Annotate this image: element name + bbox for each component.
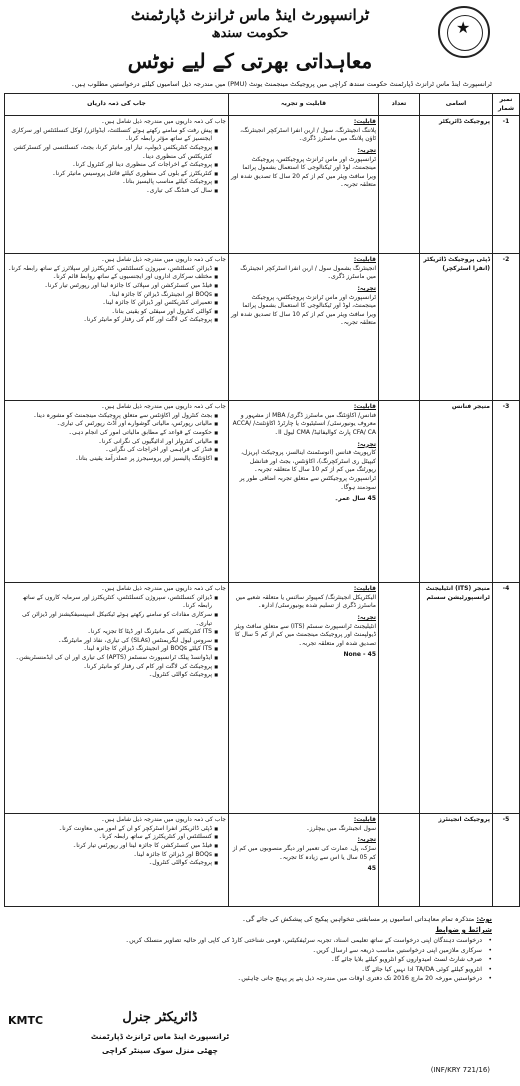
table-row (5, 401, 520, 583)
experience-text: انٹیلیجنٹ ٹرانسپورٹ سسٹم (ITS) سے متعلق سافٹ ویئر ڈیولپمنٹ اور پروجیکٹ مینجمنٹ میں کم از کم 5 سال کا تصدیق شدہ اور متعلقہ تجربہ۔ (234, 622, 376, 647)
term-item: • صرف شارٹ لسٹ امیدواروں کو انٹرویو کیلئے بلایا جائے گا۔ (6, 955, 492, 965)
duties-list (7, 412, 226, 464)
duty-item: ■ پروجیکٹ کوالٹی کنٹرول۔ (7, 859, 218, 868)
intro-text: ٹرانسپورٹ اینڈ ماس ٹرانزٹ ڈپارٹمنٹ حکومت سندھ کراچی میں پروجیکٹ مینجمنٹ یونٹ (PMU) میں مندرجہ ذیل اسامیوں کیلئے درخواستیں مطلوب ہیں۔ (70, 80, 492, 88)
qualification-text: فنانس/ اکاؤنٹنگ میں ماسٹرز ڈگری/ MBA از مشہور و معروف یونیورسٹی/ انسٹیٹیوٹ یا چارٹرڈ اکاؤنٹنٹ/ ACCA/ CFA/ CA پارٹ کوالیفائیڈ/ CMA لیول II۔ (232, 411, 376, 436)
note (6, 915, 492, 923)
vacancy-table (4, 93, 520, 907)
duty-item: ■ مالیاتی رپورٹس، مالیاتی گوشوارے اور آڈٹ رپورٹس کی تیاری۔ (7, 420, 218, 429)
qualification-text: پلاننگ انجینئرنگ، سول / اربن انفرا اسٹرکچر انجینئرنگ، ٹاؤن پلاننگ میں ماسٹرز ڈگری۔ (240, 126, 376, 143)
row-serial: 1- (493, 116, 520, 254)
row-duties (5, 254, 229, 401)
duties-list (7, 265, 226, 325)
experience-text: ٹرانسپورٹ اور ماس ٹرانزٹ پروجیکٹس، پروجیکٹ مینجمنٹ، لوڈ اور ٹیکنالوجی کا استعمال بشمول پرائما ویرا سافٹ ویئر میں کم از کم 20 سال کا تصدیق شدہ اور متعلقہ تجربہ۔ (231, 155, 376, 189)
duty-item: ■ تعمیراتی کنٹریکٹس اور ڈیزائن کا جائزہ لینا۔ (7, 299, 218, 308)
qualification-text: انجینئرنگ بشمول سول / اربن انفرا اسٹرکچر انجینئرنگ میں ماسٹرز ڈگری۔ (240, 264, 376, 281)
duty-item: ■ ڈپٹی ڈائریکٹر انفرا اسٹرکچر کو ان کے امور میں معاونت کرنا۔ (7, 825, 218, 834)
duty-item: ■ ڈیزائن کنسلٹنٹس، سپروژن کنسلٹنٹس، کنٹریکٹرز اور سرمایہ کاروں کے ساتھ رابطہ کرنا۔ (7, 594, 218, 611)
row-post: منیجر فنانس (420, 401, 493, 583)
duty-item: ■ کنٹریکٹرز کے بلوں کی منظوری کیلئے فائنل پروسیس مانیٹر کرنا۔ (7, 170, 218, 179)
qualification-label: قابلیت: (353, 403, 376, 411)
table-row (5, 814, 520, 907)
duty-item: ■ مالیاتی کنٹرولز اور ادائیگیوں کی نگرانی کرنا۔ (7, 438, 218, 447)
duty-item: ■ ایڈوانسڈ پبلک ٹرانسپورٹ سسٹمز (APTS) کی تیاری اور ان کی ایڈمنسٹریشن۔ (7, 654, 218, 663)
header-count: تعداد (379, 94, 420, 116)
term-item: • درخواست دہندگان اپنی درخواست کے ساتھ تعلیمی اسناد، تجربہ سرٹیفکیٹس، قومی شناختی کارڈ کی کاپی اور حالیہ تصاویر منسلک کریں۔ (6, 936, 492, 946)
address-line-1: ٹرانسپورٹ اینڈ ماس ٹرانزٹ ڈپارٹمنٹ (90, 1032, 230, 1041)
row-qualification (229, 254, 379, 401)
reference-number: (INF/KRY 721/16) (430, 1066, 490, 1074)
row-count (379, 814, 420, 907)
duty-item: ■ پروجیکٹ کیلئے مناسب پالیسیز بنانا۔ (7, 178, 218, 187)
duty-item: ■ بجٹ کنٹرول اور اکاؤنٹس سے متعلق پروجیکٹ مینجمنٹ کو مشورہ دینا۔ (7, 412, 218, 421)
terms-list (6, 936, 492, 984)
duty-item: ■ BOQs اور انجینئرنگ ڈیزائن کا جائزہ لینا۔ (7, 291, 218, 300)
header (0, 0, 498, 92)
term-item: • انٹرویو کیلئے کوئی TA/DA ادا نہیں کیا جائے گا۔ (6, 965, 492, 975)
sindh-government-logo-icon: ★ (438, 6, 490, 58)
duty-item: ■ سرکاری مفادات کو سامنے رکھتے ہوئے ٹیکنیکل اسپیسیفکیشنز اور ڈیزائن کی تیاری۔ (7, 611, 218, 628)
row-post: ڈپٹی پروجیکٹ ڈائریکٹر (انفرا اسٹرکچر) (420, 254, 493, 401)
signer-title: ڈائریکٹر جنرل (122, 1010, 198, 1025)
duties-intro: جاب کی ذمہ داریوں میں مندرجہ ذیل شامل ہیں۔ (101, 118, 226, 126)
department-title: ٹرانسپورٹ اینڈ ماس ٹرانزٹ ڈپارٹمنٹ (130, 6, 370, 24)
row-serial: 4- (493, 583, 520, 814)
table-row (5, 583, 520, 814)
row-count (379, 116, 420, 254)
term-item: • سرکاری ملازمین اپنی درخواستیں مناسب ذریعہ سے ارسال کریں۔ (6, 946, 492, 956)
experience-label: تجربہ: (357, 284, 376, 292)
experience-label: تجربہ: (357, 440, 376, 448)
duty-item: ■ فیلڈ میں کنسٹرکشن اور سپلائی کا جائزہ لینا اور رپورٹس تیار کرنا۔ (7, 282, 218, 291)
duties-list (7, 825, 226, 868)
duty-item: ■ پروجیکٹ کی لاگت اور کام کی رفتار کو مانیٹر کرنا۔ (7, 663, 218, 672)
duties-intro: جاب کی ذمہ داریوں میں مندرجہ ذیل شامل ہیں۔ (101, 816, 226, 824)
duty-item: ■ پروجیکٹ کی لاگت اور کام کی رفتار کو مانیٹر کرنا۔ (7, 316, 218, 325)
duty-item: ■ ڈیزائن کنسلٹنٹس، سپروژن کنسلٹنٹس، کنٹریکٹرز اور سپلائرز کے ساتھ رابطہ کرنا۔ (7, 265, 218, 274)
experience-text: سڑک، پل، عمارت کی تعمیر اور دیگر منصوبوں میں کم از کم 05 سال یا اس سے زیادہ کا تجربہ۔ (232, 844, 376, 861)
experience-label: تجربہ: (357, 613, 376, 621)
duties-list (7, 127, 226, 196)
notice-banner: معاہداتی بھرتی کے لیے نوٹس (127, 49, 373, 73)
duty-item: ■ پیش رفت کو سامنے رکھتے ہوئے کنسلٹنٹ، ایڈوائزر/ لوکل کنسلٹنٹس اور سرکاری ایجنسیز کے ساتھ مؤثر رابطہ کرنا۔ (7, 127, 218, 144)
row-post: منیجر (ITS) انٹیلیجنٹ ٹرانسپورٹیشن سسٹم (420, 583, 493, 814)
table-header-row (5, 94, 520, 116)
duty-item: ■ ITS کنٹریکٹس کی مانیٹرنگ اور ڈیٹا کا تجزیہ کرنا۔ (7, 628, 218, 637)
terms-title: شرائط و ضوابط (435, 926, 492, 934)
row-post: پروجیکٹ ڈائریکٹر (420, 116, 493, 254)
table-row (5, 254, 520, 401)
qualification-label: قابلیت: (353, 256, 376, 264)
row-serial: 2- (493, 254, 520, 401)
row-qualification (229, 583, 379, 814)
note-text: متذکرہ تمام معاہداتی اسامیوں پر مسابقتی تنخواہیں پیکیج کی پیشکش کی جائے گی۔ (241, 915, 475, 923)
experience-label: تجربہ: (357, 146, 376, 154)
note-label: نوٹ: (476, 915, 492, 923)
duty-item: ■ سروس لیول ایگریمنٹس (SLAs) کی تیاری، نفاذ اور مانیٹرنگ۔ (7, 637, 218, 646)
row-duties (5, 583, 229, 814)
age-text: 45 (367, 865, 376, 873)
qualification-label: قابلیت: (353, 816, 376, 824)
duties-intro: جاب کی ذمہ داریوں میں مندرجہ ذیل شامل ہیں۔ (101, 585, 226, 593)
age-text: 45 سال عمر۔ (334, 495, 376, 503)
duties-list (7, 594, 226, 680)
experience-text: ٹرانسپورٹ اور ماس ٹرانزٹ پروجیکٹس، پروجیکٹ مینجمنٹ، لوڈ اور ٹیکنالوجی کا استعمال بشمول پرائما ویرا سافٹ ویئر میں کم از کم 10 سال کا تصدیق شدہ اور متعلقہ تجربہ۔ (231, 293, 376, 327)
duty-item: ■ اکاؤنٹنگ پالیسیز اور پروسیجرز پر عملدرآمد یقینی بنانا۔ (7, 455, 218, 464)
header-serial: نمبر شمار (493, 94, 520, 116)
row-qualification (229, 401, 379, 583)
address-line-2: چھٹی منزل سوک سینٹر کراچی (102, 1046, 218, 1055)
row-serial: 3- (493, 401, 520, 583)
row-count (379, 401, 420, 583)
duty-item: ■ پروجیکٹ کنٹریکٹس ڈیولپ، تیار اور مانیٹر کرنا، بجٹ، کنسلٹنسی اور کنسٹرکشن کنٹریکٹس کی منظوری دینا۔ (7, 144, 218, 161)
duty-item: ■ پروجیکٹ کے اخراجات کی منظوری دینا اور کنٹرول کرنا۔ (7, 161, 218, 170)
qualification-text: سول انجینئرنگ میں بیچلرز۔ (306, 824, 376, 832)
duty-item: ■ ITS کیلئے BOQs اور انجینئرنگ ڈیزائن کا جائزہ لینا۔ (7, 645, 218, 654)
term-item: • درخواستیں مورخہ 20 مارچ 2016 تک دفتری اوقات میں مندرجہ ذیل پتے پر پہنچ جانی چاہئیں۔ (6, 974, 492, 984)
qualification-label: قابلیت: (353, 118, 376, 126)
duty-item: ■ فیلڈ میں کنسٹرکشن کا جائزہ لینا اور رپورٹس تیار کرنا۔ (7, 842, 218, 851)
duty-item: ■ پروجیکٹ کوالٹی کنٹرول۔ (7, 671, 218, 680)
header-duties: جاب کی ذمہ داریاں (5, 94, 229, 116)
duty-item: ■ کنسلٹنٹس اور کنٹریکٹرز کے ساتھ رابطہ کرنا۔ (7, 833, 218, 842)
header-qualification: قابلیت و تجربہ (229, 94, 379, 116)
duty-item: ■ حکومت کے قواعد کے مطابق مالیاتی امور کی انجام دہی۔ (7, 429, 218, 438)
row-duties (5, 814, 229, 907)
duty-item: ■ سال کی فنڈنگ کی تیاری۔ (7, 187, 218, 196)
government-title: حکومت سندھ (211, 26, 289, 41)
duty-item: ■ مختلف سرکاری اداروں اور ایجنسیوں کے ساتھ روابط قائم کرنا۔ (7, 273, 218, 282)
duty-item: ■ کوالٹی کنٹرول اور سیفٹی کو یقینی بنانا۔ (7, 308, 218, 317)
row-count (379, 583, 420, 814)
row-post: پروجیکٹ انجینئرز (420, 814, 493, 907)
experience-text: کارپوریٹ فنانس (انوسٹمنٹ اینالسز، پروجیکٹ اپریزل، کیپیٹل ری اسٹرکچرنگ)، اکاؤنٹس، بجٹ اور فنانشل رپورٹنگ میں کم از کم 10 سال کا متعلقہ تجربہ۔ ٹرانسپورٹ پروجیکٹس سے متعلق تجربہ اضافی طور پر سودمند ہوگا۔ (239, 449, 376, 491)
duties-intro: جاب کی ذمہ داریوں میں مندرجہ ذیل شامل ہیں۔ (101, 403, 226, 411)
duty-item: ■ BOQs اور ڈیزائن کا جائزہ لینا۔ (7, 851, 218, 860)
row-duties (5, 116, 229, 254)
experience-label: تجربہ: (357, 836, 376, 844)
row-qualification (229, 814, 379, 907)
qualification-label: قابلیت: (353, 585, 376, 593)
qualification-text: الیکٹریکل انجینئرنگ/ کمپیوٹر سائنس یا متعلقہ شعبے میں ماسٹرز ڈگری از تسلیم شدہ یونیورسٹی/ ادارہ۔ (235, 593, 376, 610)
table-row (5, 116, 520, 254)
row-qualification (229, 116, 379, 254)
row-count (379, 254, 420, 401)
org-code: KMTC (8, 1014, 44, 1027)
duties-intro: جاب کی ذمہ داریوں میں مندرجہ ذیل شامل ہیں۔ (101, 256, 226, 264)
header-post: اسامی (420, 94, 493, 116)
row-serial: 5- (493, 814, 520, 907)
duty-item: ■ فنڈز کی فراہمی اور اخراجات کی نگرانی۔ (7, 446, 218, 455)
age-text: 45 - None (343, 651, 376, 659)
row-duties (5, 401, 229, 583)
